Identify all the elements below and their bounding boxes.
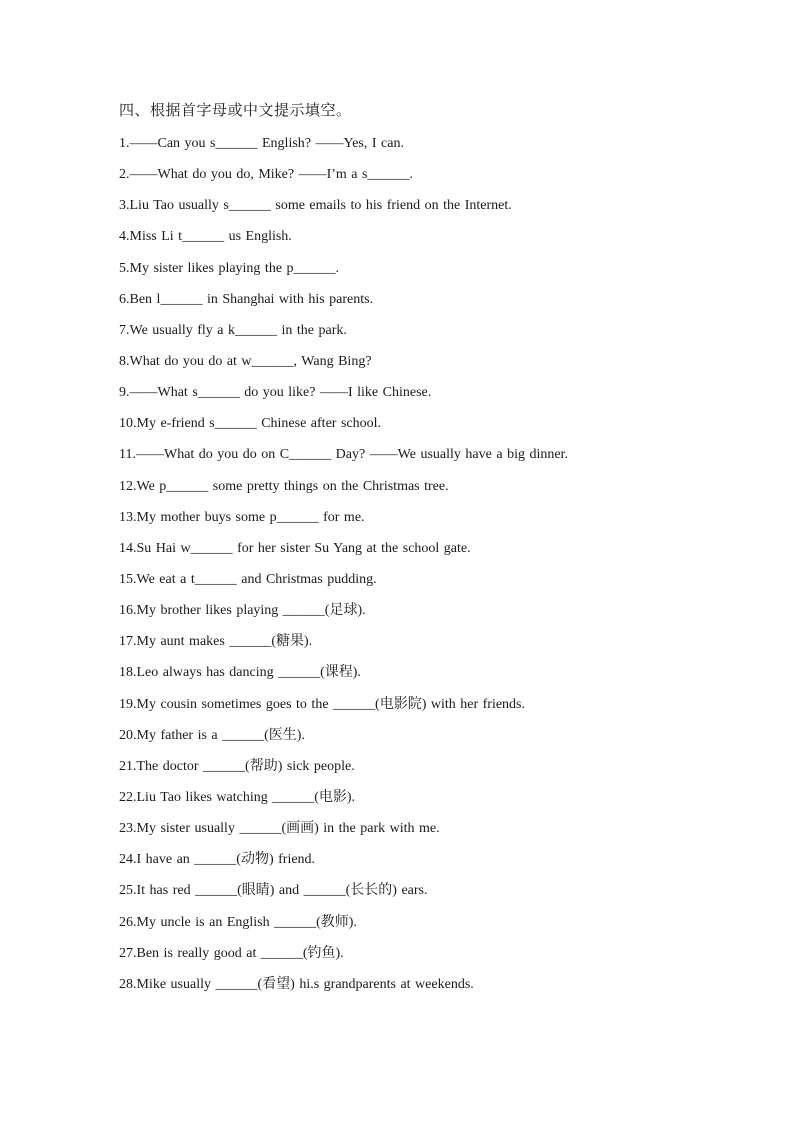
exercise-item: 19.My cousin sometimes goes to the ______(电影院) with her friends. [119, 696, 526, 712]
exercise-item: 7.We usually fly a k______ in the park. [119, 322, 347, 338]
exercise-item: 17.My aunt makes ______(糖果). [119, 634, 313, 650]
exercise-item: 27.Ben is really good at ______(钓鱼). [119, 945, 344, 961]
exercise-item: 10.My e-friend s______ Chinese after school. [119, 416, 381, 432]
exercise-item: 20.My father is a ______(医生). [119, 727, 305, 743]
exercise-item: 23.My sister usually ______(画画) in the park with me. [119, 821, 440, 837]
exercise-item: 1.——Can you s______ English? ——Yes, I can. [119, 136, 404, 151]
exercise-item: 15.We eat a t______ and Christmas pudding. [119, 571, 377, 587]
exercise-list [119, 134, 568, 1006]
exercise-item: 14.Su Hai w______ for her sister Su Yang at the school gate. [119, 540, 471, 556]
exercise-item: 25.It has red ______(眼睛) and ______(长长的) ears. [119, 883, 428, 899]
exercise-item: 12.We p______ some pretty things on the Christmas tree. [119, 478, 449, 494]
exercise-item: 6.Ben l______ in Shanghai with his parents. [119, 291, 374, 307]
exercise-item: 28.Mike usually ______(看望) hi.s grandparents at weekends. [119, 976, 474, 992]
exercise-item: 13.My mother buys some p______ for me. [119, 509, 365, 525]
exercise-item: 8.What do you do at w______, Wang Bing? [119, 353, 372, 369]
exercise-item: 21.The doctor ______(帮助) sick people. [119, 758, 355, 774]
exercise-item: 2.——What do you do, Mike? ——I’m a s______. [119, 167, 413, 183]
exercise-item: 22.Liu Tao likes watching ______(电影). [119, 789, 356, 805]
exercise-item: 4.Miss Li t______ us English. [119, 229, 292, 245]
exercise-item: 24.I have an ______(动物) friend. [119, 852, 316, 868]
exercise-item: 11.——What do you do on C______ Day? ——We usually have a big dinner. [119, 447, 568, 463]
exercise-item: 18.Leo always has dancing ______(课程). [119, 665, 361, 681]
exercise-item: 3.Liu Tao usually s______ some emails to his friend on the Internet. [119, 198, 512, 214]
exercise-item: 9.——What s______ do you like? ——I like Chinese. [119, 385, 432, 401]
exercise-item: 16.My brother likes playing ______(足球). [119, 603, 366, 619]
exercise-item: 5.My sister likes playing the p______. [119, 260, 340, 276]
exercise-item: 26.My uncle is an English ______(教师). [119, 914, 357, 930]
section-title: 四、根据首字母或中文提示填空。 [119, 101, 352, 119]
